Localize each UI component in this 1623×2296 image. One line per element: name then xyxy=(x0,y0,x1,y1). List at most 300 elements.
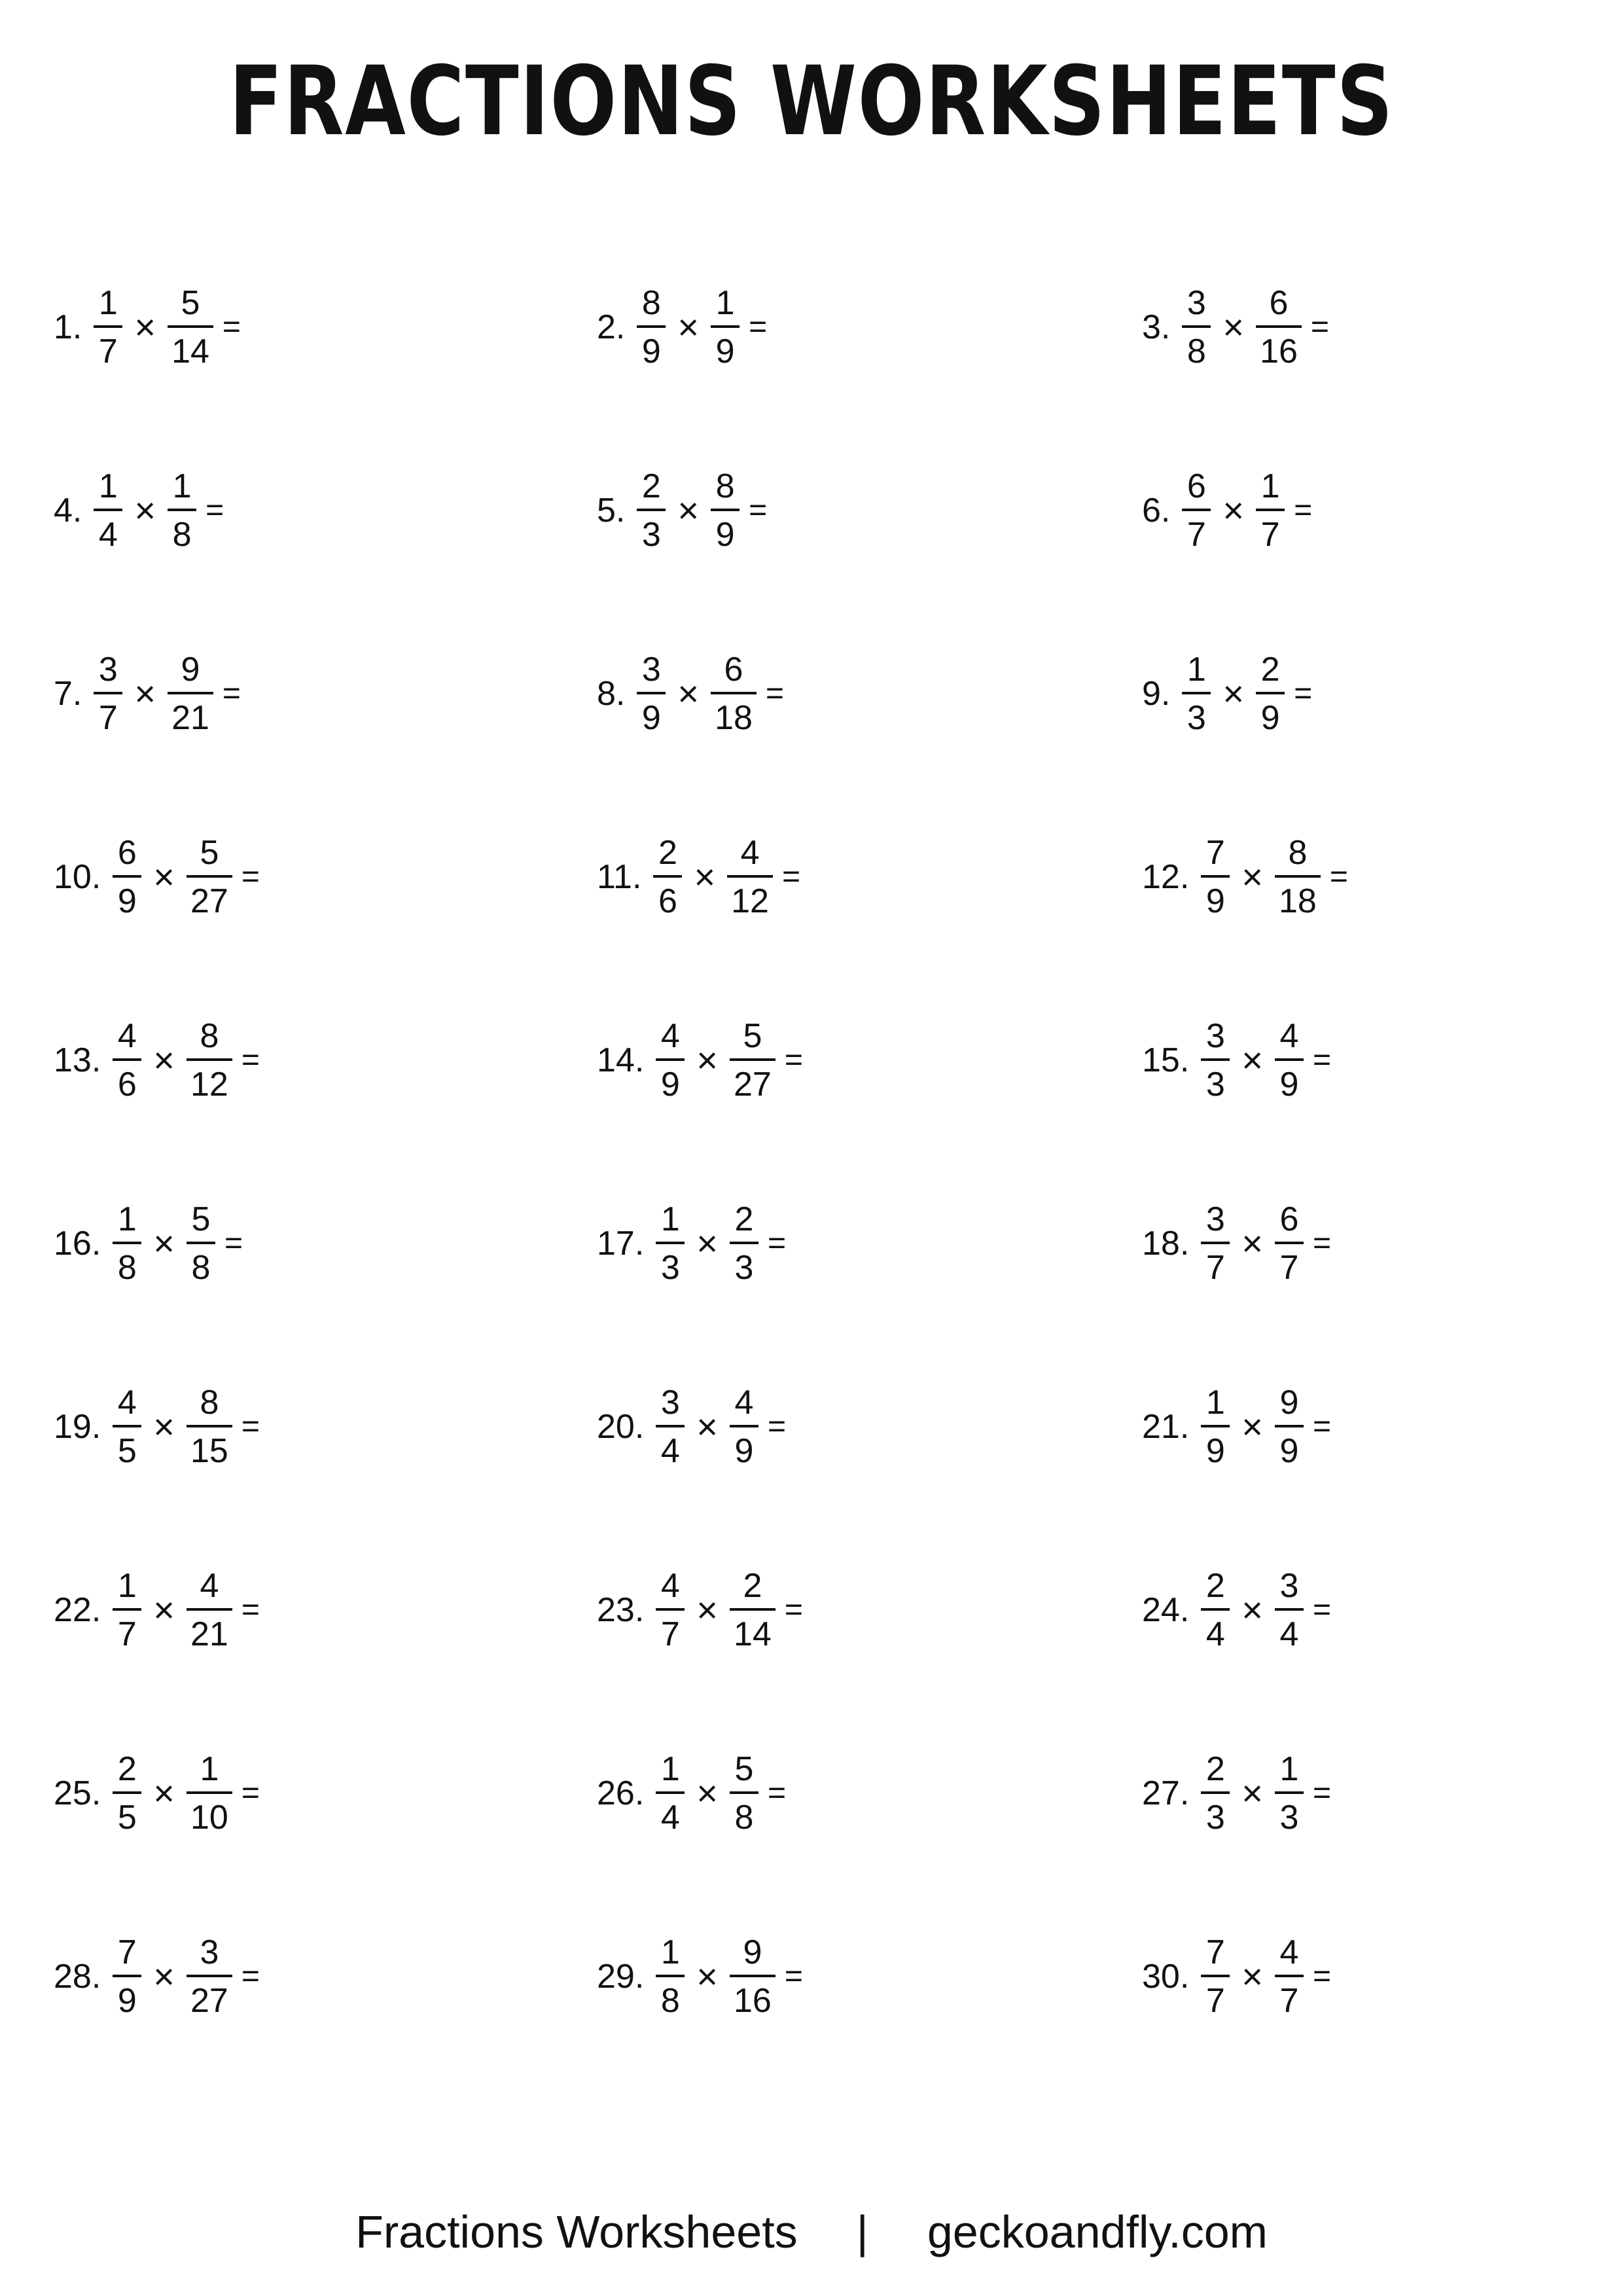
fraction-first xyxy=(113,1569,141,1651)
numerator: 4 xyxy=(200,1567,219,1605)
fraction-bar xyxy=(1182,692,1211,694)
equals-sign: = xyxy=(784,1592,803,1627)
problem-number: 24. xyxy=(1142,1591,1190,1629)
equals-sign: = xyxy=(1313,1043,1332,1077)
fraction-bar xyxy=(1275,1608,1304,1611)
denominator: 6 xyxy=(658,882,677,920)
denominator: 9 xyxy=(117,1982,137,2020)
fraction-bar xyxy=(730,1791,758,1794)
problem-number: 19. xyxy=(54,1408,101,1446)
problem-item xyxy=(54,1931,260,2022)
denominator: 15 xyxy=(190,1432,228,1470)
problem-item xyxy=(54,648,241,740)
fraction-bar xyxy=(1182,325,1211,328)
fraction-first xyxy=(1182,469,1211,552)
numerator: 3 xyxy=(200,1933,219,1971)
numerator: 3 xyxy=(1186,284,1206,322)
fraction-first xyxy=(656,1019,685,1102)
fraction-bar xyxy=(168,325,213,328)
denominator: 16 xyxy=(1260,332,1298,370)
problem-item xyxy=(1142,1748,1331,1839)
fraction-bar xyxy=(1256,509,1285,511)
problem-number: 4. xyxy=(54,492,82,529)
equals-sign: = xyxy=(241,1043,260,1077)
equals-sign: = xyxy=(768,1409,787,1444)
problem-number: 13. xyxy=(54,1041,101,1079)
denominator: 9 xyxy=(641,332,661,370)
fraction-bar xyxy=(730,1608,776,1611)
problem-number: 12. xyxy=(1142,858,1190,896)
fraction-second xyxy=(1275,1752,1304,1835)
numerator: 1 xyxy=(1205,1384,1225,1422)
fraction-bar xyxy=(656,1058,685,1061)
problem-number: 18. xyxy=(1142,1225,1190,1263)
fraction-bar xyxy=(187,1058,232,1061)
fraction-bar xyxy=(711,692,757,694)
equals-sign: = xyxy=(241,1959,260,1994)
denominator: 8 xyxy=(191,1249,211,1287)
equals-sign: = xyxy=(1313,1226,1332,1261)
fraction-second xyxy=(1256,469,1285,552)
denominator: 18 xyxy=(715,699,753,737)
fraction-second xyxy=(1275,1019,1304,1102)
problem-number: 29. xyxy=(597,1958,645,1996)
fraction-bar xyxy=(94,325,122,328)
equals-sign: = xyxy=(1313,1959,1332,1994)
multiply-sign: × xyxy=(134,306,156,348)
fraction-second xyxy=(1256,653,1285,735)
denominator: 7 xyxy=(1205,1982,1225,2020)
fraction-bar xyxy=(1275,1242,1304,1244)
problem-item xyxy=(54,465,224,556)
worksheet-title: FRACTIONS WORKSHEETS xyxy=(228,46,1395,157)
fraction-bar xyxy=(168,692,213,694)
denominator: 27 xyxy=(190,882,228,920)
fraction-bar xyxy=(730,1425,758,1427)
numerator: 4 xyxy=(117,1384,137,1422)
problem-number: 10. xyxy=(54,858,101,896)
equals-sign: = xyxy=(241,1592,260,1627)
fraction-bar xyxy=(187,875,232,878)
numerator: 2 xyxy=(658,834,677,872)
fraction-second xyxy=(711,469,740,552)
fraction-second xyxy=(727,836,773,918)
equals-sign: = xyxy=(768,1226,787,1261)
fraction-bar xyxy=(1275,875,1321,878)
denominator: 9 xyxy=(1279,1066,1299,1103)
fraction-bar xyxy=(94,692,122,694)
fraction-bar xyxy=(1201,1058,1230,1061)
problem-item xyxy=(597,648,784,740)
problem-item xyxy=(54,831,260,923)
numerator: 3 xyxy=(641,651,661,689)
multiply-sign: × xyxy=(1222,306,1245,348)
numerator: 2 xyxy=(743,1567,762,1605)
denominator: 7 xyxy=(117,1615,137,1653)
denominator: 9 xyxy=(1260,699,1280,737)
numerator: 1 xyxy=(660,1933,680,1971)
problem-number: 5. xyxy=(597,492,626,529)
fraction-bar xyxy=(113,1791,141,1794)
multiply-sign: × xyxy=(153,856,175,897)
multiply-sign: × xyxy=(1241,1223,1263,1264)
numerator: 1 xyxy=(660,1750,680,1788)
denominator: 9 xyxy=(1205,882,1225,920)
footer-site: geckoandfly.com xyxy=(927,2206,1268,2257)
numerator: 5 xyxy=(181,284,200,322)
fraction-bar xyxy=(637,509,666,511)
denominator: 6 xyxy=(117,1066,137,1103)
fraction-first xyxy=(94,653,122,735)
fraction-bar xyxy=(113,1425,141,1427)
equals-sign: = xyxy=(222,310,241,344)
denominator: 8 xyxy=(660,1982,680,2020)
numerator: 3 xyxy=(660,1384,680,1422)
fraction-first xyxy=(637,653,666,735)
problem-item xyxy=(597,1014,803,1106)
equals-sign: = xyxy=(1313,1776,1332,1810)
fraction-bar xyxy=(1201,875,1230,878)
denominator: 10 xyxy=(190,1799,228,1837)
denominator: 7 xyxy=(1279,1249,1299,1287)
denominator: 7 xyxy=(1205,1249,1225,1287)
fraction-second xyxy=(730,1386,758,1468)
denominator: 7 xyxy=(1186,516,1206,554)
fraction-second xyxy=(730,1569,776,1651)
denominator: 3 xyxy=(1205,1799,1225,1837)
fraction-bar xyxy=(727,875,773,878)
problem-item xyxy=(1142,1931,1331,2022)
fraction-first xyxy=(637,286,666,368)
problem-number: 27. xyxy=(1142,1774,1190,1812)
fraction-second xyxy=(1275,1202,1304,1285)
numerator: 8 xyxy=(715,467,735,505)
denominator: 9 xyxy=(641,699,661,737)
equals-sign: = xyxy=(1310,310,1329,344)
numerator: 2 xyxy=(641,467,661,505)
fraction-first xyxy=(637,469,666,552)
numerator: 1 xyxy=(98,467,118,505)
denominator: 7 xyxy=(660,1615,680,1653)
footer-title: Fractions Worksheets xyxy=(355,2206,798,2257)
numerator: 5 xyxy=(200,834,219,872)
fraction-first xyxy=(656,1752,685,1835)
denominator: 9 xyxy=(1205,1432,1225,1470)
multiply-sign: × xyxy=(696,1589,718,1630)
problem-item xyxy=(597,831,800,923)
problem-number: 17. xyxy=(597,1225,645,1263)
fraction-bar xyxy=(656,1242,685,1244)
numerator: 2 xyxy=(1205,1567,1225,1605)
equals-sign: = xyxy=(1313,1409,1332,1444)
denominator: 8 xyxy=(1186,332,1206,370)
denominator: 8 xyxy=(172,516,192,554)
problem-item xyxy=(597,1931,803,2022)
denominator: 4 xyxy=(1279,1615,1299,1653)
fraction-second xyxy=(1275,1386,1304,1468)
problem-item xyxy=(597,1198,786,1289)
problem-item xyxy=(597,1564,803,1656)
numerator: 7 xyxy=(117,1933,137,1971)
fraction-first xyxy=(113,1019,141,1102)
denominator: 5 xyxy=(117,1432,137,1470)
numerator: 6 xyxy=(724,651,743,689)
problem-number: 21. xyxy=(1142,1408,1190,1446)
equals-sign: = xyxy=(749,310,768,344)
fraction-bar xyxy=(656,1975,685,1977)
equals-sign: = xyxy=(1294,676,1313,711)
fraction-first xyxy=(656,1935,685,2018)
numerator: 4 xyxy=(117,1017,137,1055)
fraction-second xyxy=(1275,836,1321,918)
numerator: 2 xyxy=(1260,651,1280,689)
fraction-second xyxy=(730,1019,776,1102)
denominator: 3 xyxy=(1186,699,1206,737)
problem-item xyxy=(1142,831,1348,923)
numerator: 1 xyxy=(98,284,118,322)
equals-sign: = xyxy=(784,1043,803,1077)
fraction-second xyxy=(1256,286,1302,368)
numerator: 2 xyxy=(734,1200,754,1238)
multiply-sign: × xyxy=(696,1039,718,1081)
equals-sign: = xyxy=(749,493,768,528)
fraction-bar xyxy=(1201,1242,1230,1244)
multiply-sign: × xyxy=(1241,1406,1263,1447)
numerator: 3 xyxy=(98,651,118,689)
multiply-sign: × xyxy=(134,673,156,714)
multiply-sign: × xyxy=(1241,1956,1263,1997)
numerator: 9 xyxy=(181,651,200,689)
footer-separator: | xyxy=(856,2206,868,2257)
fraction-bar xyxy=(113,1058,141,1061)
problem-number: 20. xyxy=(597,1408,645,1446)
fraction-first xyxy=(1201,1935,1230,2018)
multiply-sign: × xyxy=(134,490,156,531)
numerator: 1 xyxy=(1279,1750,1299,1788)
fraction-first xyxy=(94,469,122,552)
numerator: 4 xyxy=(740,834,760,872)
denominator: 9 xyxy=(715,516,735,554)
denominator: 8 xyxy=(117,1249,137,1287)
denominator: 9 xyxy=(1279,1432,1299,1470)
denominator: 7 xyxy=(1260,516,1280,554)
multiply-sign: × xyxy=(1241,1589,1263,1630)
fraction-first xyxy=(113,1935,141,2018)
equals-sign: = xyxy=(784,1959,803,1994)
denominator: 8 xyxy=(734,1799,754,1837)
problem-number: 14. xyxy=(597,1041,645,1079)
fraction-first xyxy=(113,836,141,918)
multiply-sign: × xyxy=(153,1589,175,1630)
fraction-bar xyxy=(187,1242,215,1244)
numerator: 1 xyxy=(172,467,192,505)
denominator: 9 xyxy=(117,882,137,920)
denominator: 4 xyxy=(660,1799,680,1837)
multiply-sign: × xyxy=(677,490,700,531)
fraction-first xyxy=(653,836,682,918)
denominator: 12 xyxy=(190,1066,228,1103)
fraction-bar xyxy=(730,1975,776,1977)
fraction-first xyxy=(656,1386,685,1468)
fraction-bar xyxy=(1201,1975,1230,1977)
fraction-bar xyxy=(637,325,666,328)
multiply-sign: × xyxy=(1241,856,1263,897)
numerator: 8 xyxy=(200,1017,219,1055)
equals-sign: = xyxy=(1313,1592,1332,1627)
multiply-sign: × xyxy=(1222,490,1245,531)
denominator: 9 xyxy=(715,332,735,370)
fraction-bar xyxy=(94,509,122,511)
multiply-sign: × xyxy=(694,856,716,897)
denominator: 14 xyxy=(171,332,209,370)
fraction-first xyxy=(1201,836,1230,918)
multiply-sign: × xyxy=(677,306,700,348)
fraction-first xyxy=(113,1202,141,1285)
fraction-first xyxy=(1182,653,1211,735)
fraction-second xyxy=(1275,1569,1304,1651)
multiply-sign: × xyxy=(696,1223,718,1264)
fraction-bar xyxy=(113,1975,141,1977)
fraction-first xyxy=(656,1202,685,1285)
numerator: 4 xyxy=(1279,1933,1299,1971)
problem-item xyxy=(54,1198,243,1289)
problem-number: 3. xyxy=(1142,308,1171,346)
fraction-bar xyxy=(187,1975,232,1977)
numerator: 6 xyxy=(1279,1200,1299,1238)
fraction-bar xyxy=(1275,1058,1304,1061)
problem-item xyxy=(597,281,767,373)
equals-sign: = xyxy=(768,1776,787,1810)
numerator: 6 xyxy=(117,834,137,872)
fraction-second xyxy=(1275,1935,1304,2018)
fraction-first xyxy=(94,286,122,368)
fraction-second xyxy=(711,286,740,368)
denominator: 4 xyxy=(98,516,118,554)
denominator: 21 xyxy=(190,1615,228,1653)
problem-number: 25. xyxy=(54,1774,101,1812)
denominator: 3 xyxy=(734,1249,754,1287)
denominator: 14 xyxy=(734,1615,772,1653)
numerator: 3 xyxy=(1205,1017,1225,1055)
problem-number: 2. xyxy=(597,308,626,346)
problem-item xyxy=(54,1381,260,1473)
multiply-sign: × xyxy=(153,1772,175,1814)
fraction-first xyxy=(656,1569,685,1651)
fraction-first xyxy=(1201,1386,1230,1468)
numerator: 1 xyxy=(200,1750,219,1788)
numerator: 6 xyxy=(1269,284,1289,322)
fraction-bar xyxy=(711,509,740,511)
fraction-bar xyxy=(1275,1975,1304,1977)
numerator: 8 xyxy=(1288,834,1308,872)
equals-sign: = xyxy=(224,1226,243,1261)
equals-sign: = xyxy=(781,859,801,894)
fraction-second xyxy=(187,1752,232,1835)
problem-number: 23. xyxy=(597,1591,645,1629)
fraction-bar xyxy=(168,509,196,511)
fraction-second xyxy=(730,1202,758,1285)
fraction-bar xyxy=(656,1791,685,1794)
multiply-sign: × xyxy=(696,1772,718,1814)
fraction-second xyxy=(730,1935,776,2018)
numerator: 4 xyxy=(1279,1017,1299,1055)
fraction-bar xyxy=(1275,1425,1304,1427)
problem-item xyxy=(597,1381,786,1473)
problem-item xyxy=(1142,1381,1331,1473)
footer xyxy=(0,2206,1623,2258)
numerator: 1 xyxy=(1260,467,1280,505)
problem-number: 11. xyxy=(597,858,642,896)
fraction-second xyxy=(711,653,757,735)
problem-number: 30. xyxy=(1142,1958,1190,1996)
problem-item xyxy=(1142,1564,1331,1656)
fraction-bar xyxy=(113,1608,141,1611)
problem-number: 7. xyxy=(54,675,82,713)
fraction-bar xyxy=(637,692,666,694)
numerator: 5 xyxy=(734,1750,754,1788)
denominator: 27 xyxy=(190,1982,228,2020)
fraction-second xyxy=(187,1019,232,1102)
fraction-first xyxy=(1182,286,1211,368)
fraction-first xyxy=(1201,1202,1230,1285)
fraction-bar xyxy=(1275,1791,1304,1794)
denominator: 7 xyxy=(98,699,118,737)
numerator: 5 xyxy=(191,1200,211,1238)
fraction-bar xyxy=(1256,325,1302,328)
numerator: 1 xyxy=(117,1200,137,1238)
fraction-bar xyxy=(653,875,682,878)
fraction-first xyxy=(1201,1569,1230,1651)
multiply-sign: × xyxy=(153,1039,175,1081)
fraction-bar xyxy=(187,1608,232,1611)
multiply-sign: × xyxy=(153,1223,175,1264)
fraction-second xyxy=(187,1202,215,1285)
problem-item xyxy=(54,1014,260,1106)
multiply-sign: × xyxy=(153,1956,175,1997)
denominator: 4 xyxy=(1205,1615,1225,1653)
denominator: 9 xyxy=(660,1066,680,1103)
fraction-first xyxy=(113,1386,141,1468)
problem-number: 16. xyxy=(54,1225,101,1263)
multiply-sign: × xyxy=(1241,1039,1263,1081)
fraction-bar xyxy=(656,1425,685,1427)
problem-item xyxy=(1142,1198,1331,1289)
fraction-bar xyxy=(730,1242,758,1244)
numerator: 5 xyxy=(743,1017,762,1055)
denominator: 3 xyxy=(641,516,661,554)
fraction-second xyxy=(187,1935,232,2018)
numerator: 1 xyxy=(660,1200,680,1238)
numerator: 1 xyxy=(117,1567,137,1605)
fraction-bar xyxy=(187,1425,232,1427)
fraction-bar xyxy=(711,325,740,328)
problem-item xyxy=(1142,465,1312,556)
equals-sign: = xyxy=(205,493,224,528)
numerator: 1 xyxy=(715,284,735,322)
numerator: 9 xyxy=(1279,1384,1299,1422)
multiply-sign: × xyxy=(1222,673,1245,714)
problem-item xyxy=(54,281,241,373)
fraction-second xyxy=(168,286,213,368)
problem-number: 6. xyxy=(1142,492,1171,529)
equals-sign: = xyxy=(1329,859,1348,894)
numerator: 8 xyxy=(200,1384,219,1422)
denominator: 18 xyxy=(1279,882,1317,920)
denominator: 4 xyxy=(660,1432,680,1470)
fraction-bar xyxy=(1201,1791,1230,1794)
numerator: 2 xyxy=(1205,1750,1225,1788)
numerator: 8 xyxy=(641,284,661,322)
